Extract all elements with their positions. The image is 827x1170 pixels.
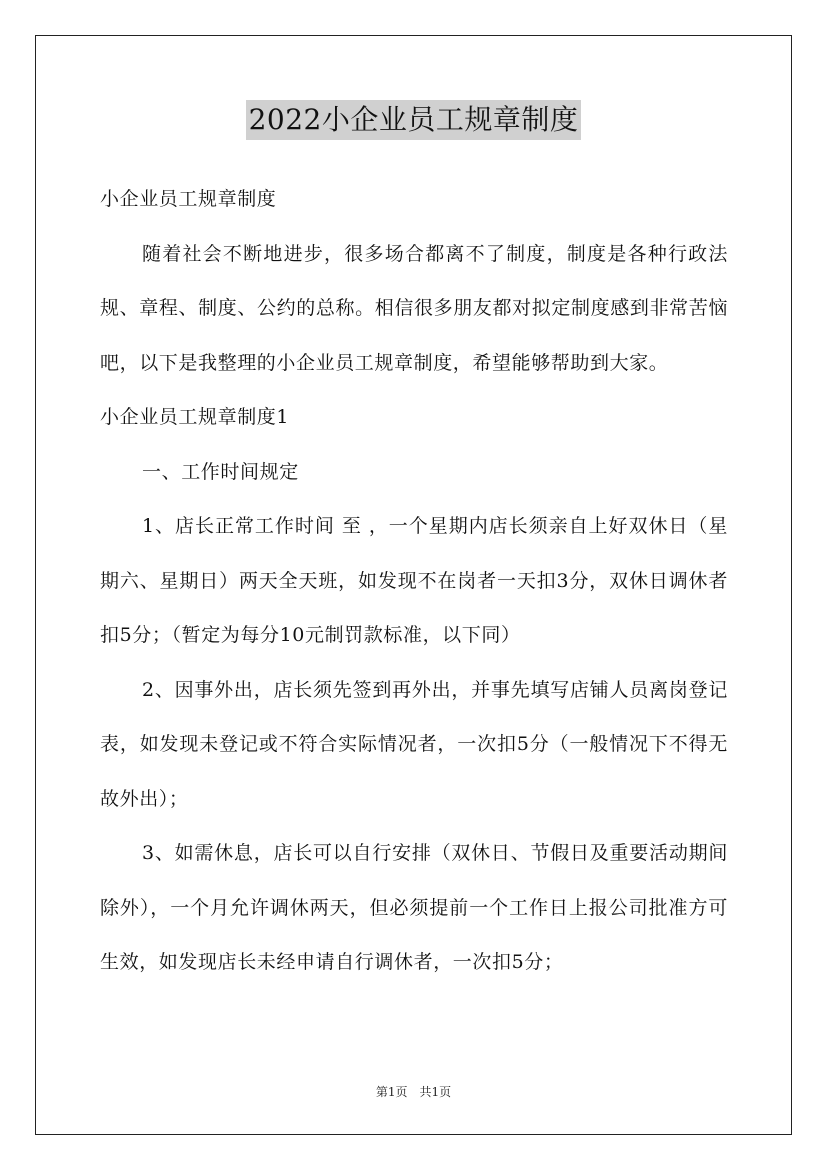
page-number: 第1页 共1页: [375, 1085, 452, 1099]
section-title: 小企业员工规章制度1: [100, 406, 290, 428]
rule-item-1: 1、店长正常工作时间 至 ，一个星期内店长须亲自上好双休日（星期六、星期日）两天全天班，如发现不在岗者一天扣3分，双休日调休者扣5分；（暂定为每分10元制罚款标准，以下同）: [100, 515, 728, 646]
subsection-title: 一、工作时间规定: [142, 460, 299, 483]
rule-item-3: 3、如需休息，店长可以自行安排（双休日、节假日及重要活动期间除外），一个月允许调休两天，但必须提前一个工作日上报公司批准方可生效，如发现店长未经申请自行调休者，一次扣5分；: [100, 842, 728, 973]
page-footer: [0, 1083, 827, 1100]
rule-item-2: 2、因事外出，店长须先签到再外出，并事先填写店铺人员离岗登记表，如发现未登记或不符合实际情况者，一次扣5分（一般情况下不得无故外出）；: [100, 678, 728, 810]
document-body: [100, 172, 728, 990]
intro-paragraph: 随着社会不断地进步，很多场合都离不了制度，制度是各种行政法规、章程、制度、公约的总称。相信很多朋友都对拟定制度感到非常苦恼吧，以下是我整理的小企业员工规章制度，希望能够帮助到大家。: [100, 242, 728, 374]
document-heading: 小企业员工规章制度: [100, 188, 277, 210]
document-title: 2022小企业员工规章制度: [246, 100, 582, 140]
title-container: [0, 100, 827, 140]
